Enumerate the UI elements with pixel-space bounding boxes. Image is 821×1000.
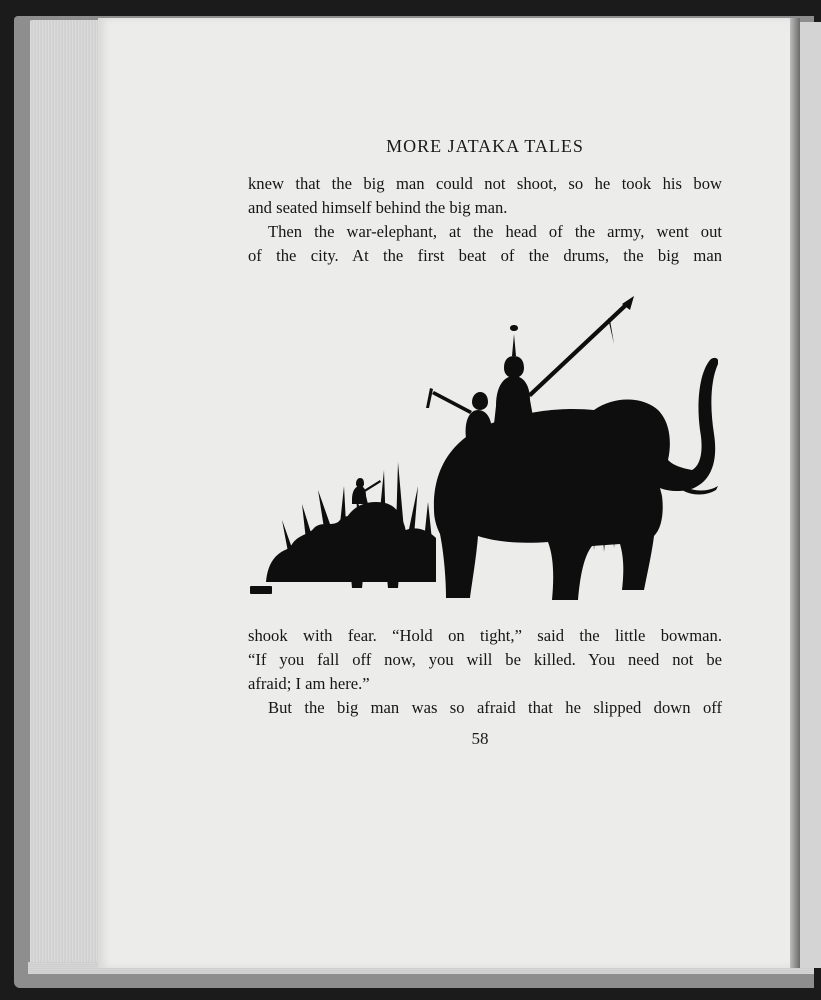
facing-page-edge (800, 22, 821, 968)
page-stack-edge (30, 20, 102, 972)
artist-mark (250, 586, 272, 594)
text-line: Then the war-elephant, at the head of the army, went out (268, 222, 722, 241)
text-line: “If you fall off now, you will be killed. You need not be (248, 650, 722, 669)
spear-pennant (608, 318, 614, 344)
standard-pole (510, 325, 518, 356)
text-block-bottom (248, 624, 722, 720)
small-spear-silhouette (364, 480, 381, 492)
text-line: afraid; I am here.” (248, 674, 370, 693)
page-number: 58 (471, 729, 489, 748)
text-line: But the big man was so afraid that he slipped down off (268, 698, 722, 717)
text-line: and seated himself behind the big man. (248, 198, 508, 217)
text-line: of the city. At the first beat of the drums, the big man (248, 246, 722, 265)
running-head: MORE JATAKA TALES (386, 136, 584, 156)
illustration-elephant-silhouette (248, 290, 718, 615)
text-line: knew that the big man could not shoot, so he took his bow (248, 174, 722, 193)
bowman-silhouette (466, 392, 492, 446)
text-block-top (248, 172, 722, 268)
big-rider-silhouette (494, 356, 534, 424)
bow-silhouette (426, 388, 472, 414)
spear-silhouette (528, 296, 634, 397)
book-gutter (790, 18, 800, 968)
text-line: shook with fear. “Hold on tight,” said the little bowman. (248, 626, 722, 645)
